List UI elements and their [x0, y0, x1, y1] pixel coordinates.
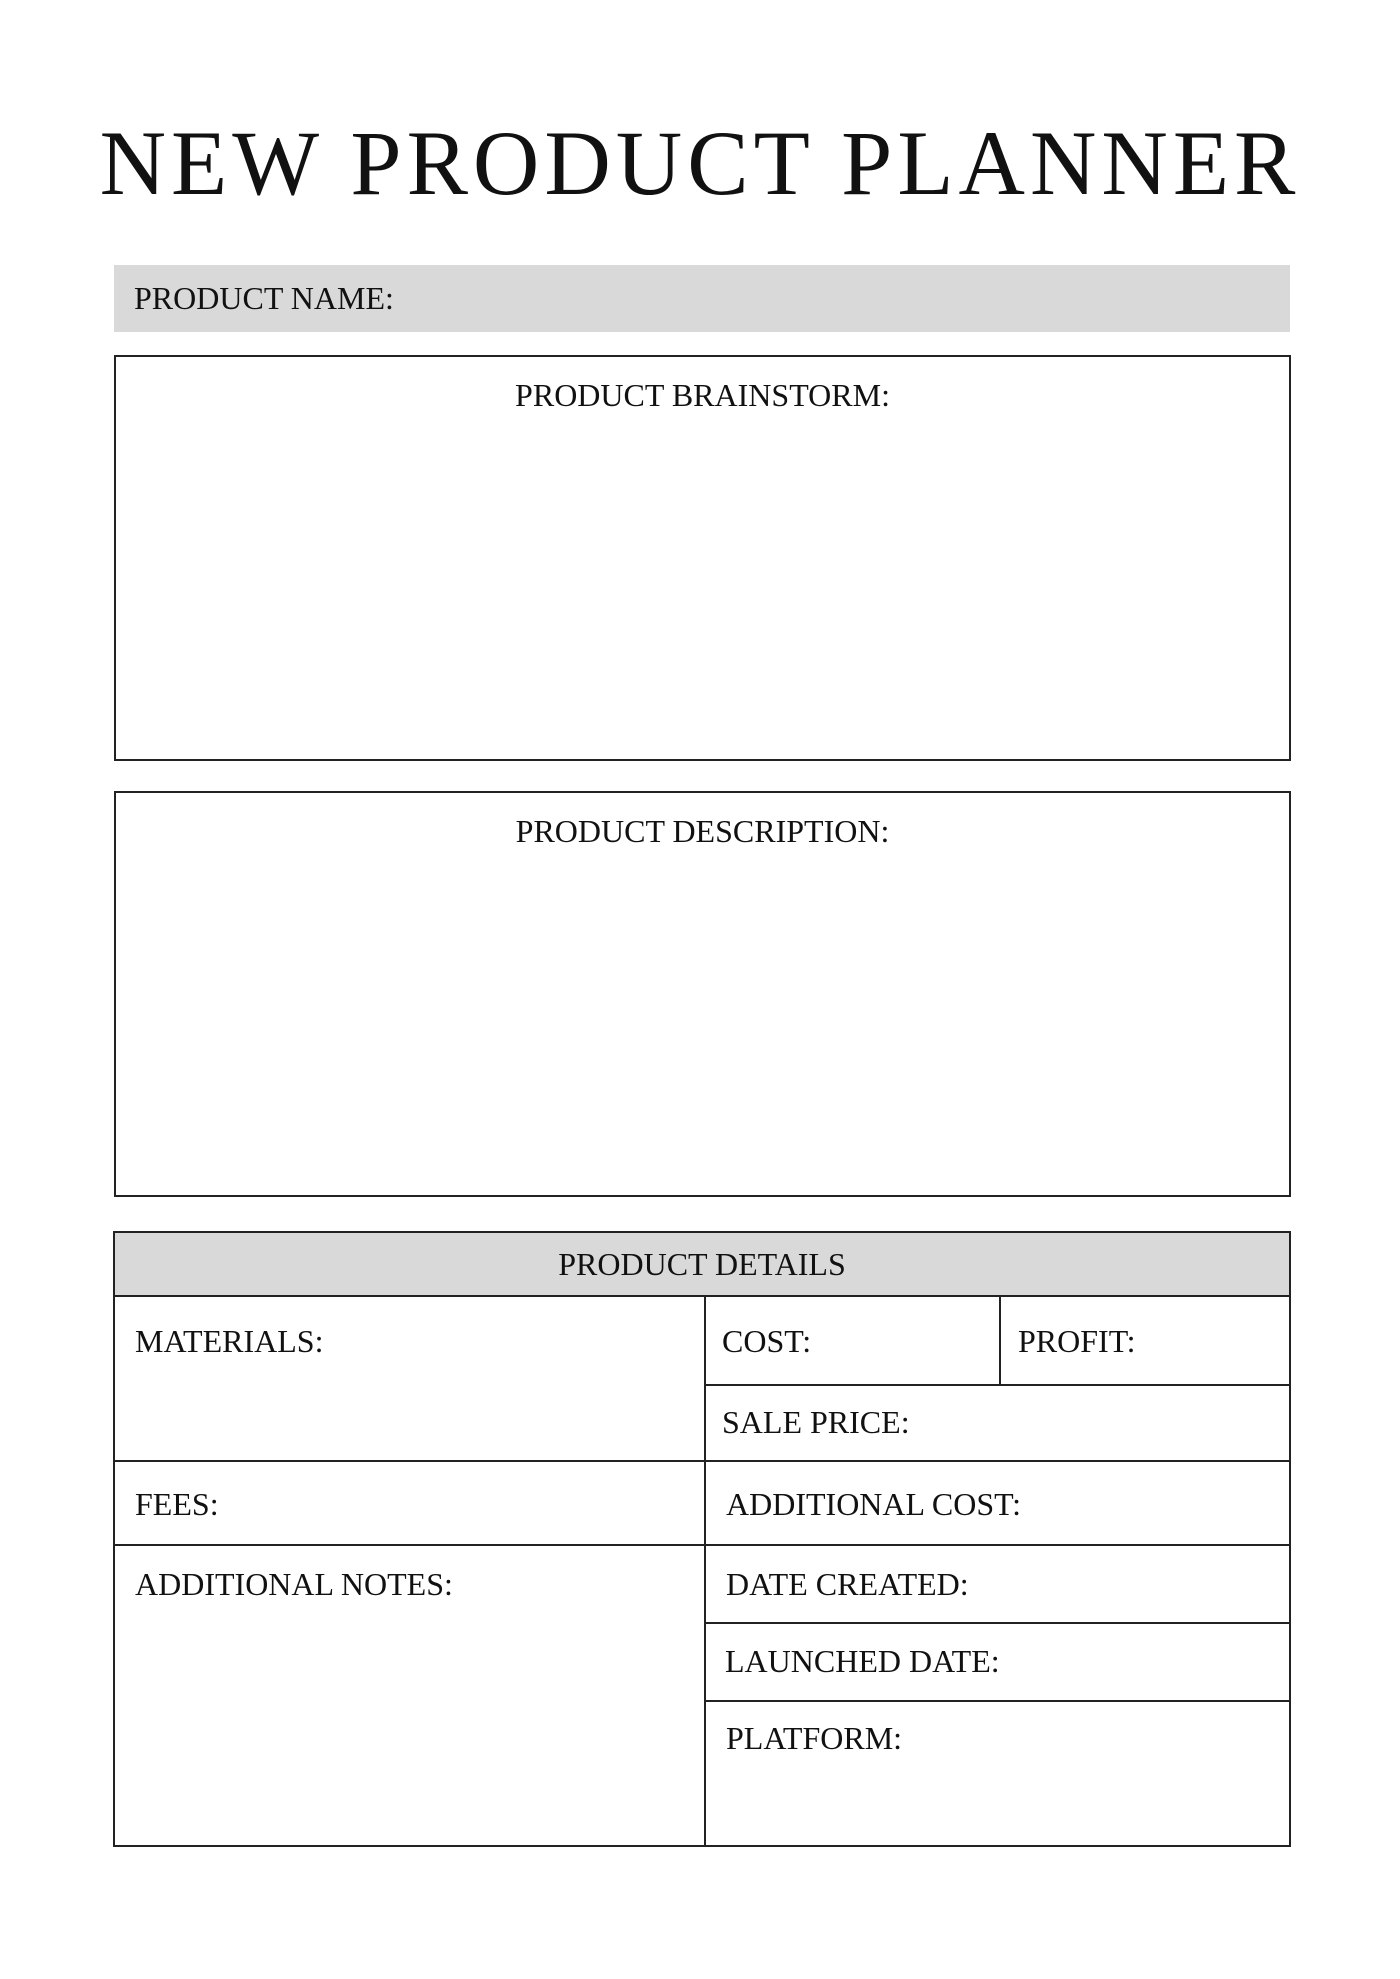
sale-price-field[interactable]: SALE PRICE:: [722, 1404, 910, 1440]
divider-vertical-main: [704, 1297, 706, 1847]
page-title: NEW PRODUCT PLANNER: [99, 112, 1301, 214]
product-details-table: [113, 1231, 1291, 1847]
platform-field[interactable]: PLATFORM:: [726, 1720, 903, 1756]
divider-right-row4: [704, 1622, 1289, 1624]
product-name-field[interactable]: [114, 265, 1290, 332]
cost-field[interactable]: COST:: [722, 1323, 812, 1359]
product-description-box[interactable]: [114, 791, 1291, 1197]
divider-right-row5: [704, 1700, 1289, 1702]
product-brainstorm-box[interactable]: [114, 355, 1291, 761]
product-name-label: PRODUCT NAME:: [134, 280, 394, 316]
product-details-header: PRODUCT DETAILS: [115, 1233, 1289, 1297]
launched-date-field[interactable]: LAUNCHED DATE:: [725, 1643, 1000, 1679]
date-created-field[interactable]: DATE CREATED:: [726, 1566, 969, 1602]
fees-field[interactable]: FEES:: [135, 1486, 219, 1522]
additional-cost-field[interactable]: ADDITIONAL COST:: [726, 1486, 1021, 1522]
product-description-label: PRODUCT DESCRIPTION:: [515, 813, 890, 849]
divider-full-row2: [115, 1460, 1289, 1462]
additional-notes-field[interactable]: ADDITIONAL NOTES:: [135, 1566, 453, 1602]
materials-field[interactable]: MATERIALS:: [135, 1323, 324, 1359]
profit-field[interactable]: PROFIT:: [1018, 1323, 1136, 1359]
divider-full-row3: [115, 1544, 1289, 1546]
product-brainstorm-label: PRODUCT BRAINSTORM:: [515, 377, 890, 413]
divider-vertical-cost-profit: [999, 1297, 1001, 1386]
divider-right-row1: [704, 1384, 1289, 1386]
